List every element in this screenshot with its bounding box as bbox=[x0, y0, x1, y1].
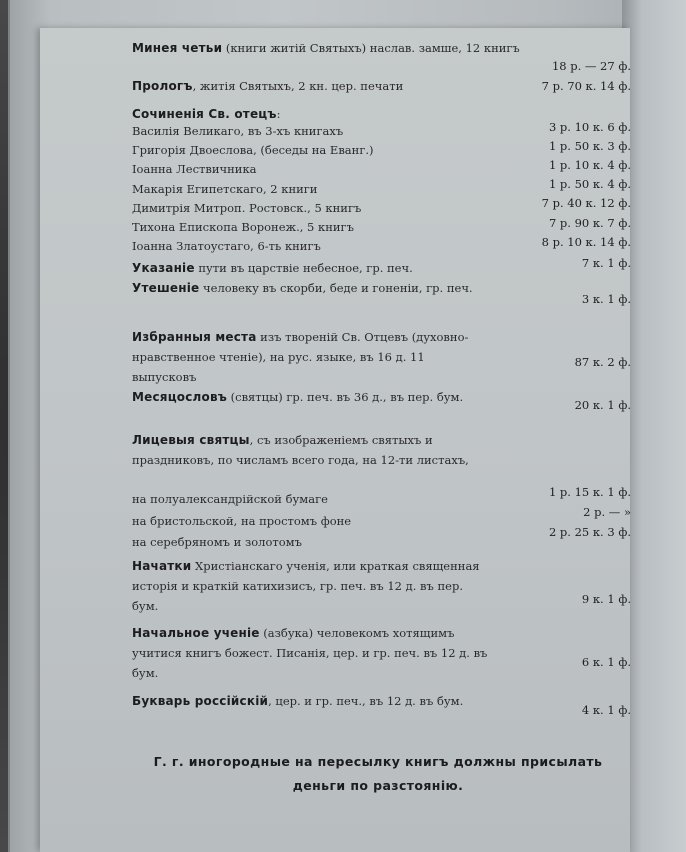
entry-sochineniya: Сочиненія Св. отецъ: bbox=[132, 107, 281, 121]
price-uteshenie: 3 к. 1 ф. bbox=[581, 292, 631, 306]
entry-izbrannye: Избранныя места изъ твореній Св. Отцевъ (духовно-нравственное чтеніе), на рус. языке, въ 16 д. 11 выпусковъ bbox=[132, 330, 469, 384]
entry-bukvar: Букварь россійскій, цер. и гр. печ., въ 12 д. въ бум. bbox=[132, 694, 464, 708]
entry-nachatki: Начатки Христіанскаго ученія, или краткая священная исторія и краткій катихизисъ, гр. печ. въ 12 д. въ пер. бум. bbox=[132, 559, 480, 613]
price-ioann-l: 1 р. 10 к. 4 ф. bbox=[548, 158, 631, 172]
price-prolog: 7 р. 70 к. 14 ф. bbox=[541, 79, 631, 93]
price-makariy: 1 р. 50 к. 4 ф. bbox=[548, 177, 631, 191]
price-nachalnoe: 6 к. 1 ф. bbox=[581, 655, 631, 669]
line-vasiliy: Василія Великаго, въ 3-хъ книгахъ bbox=[132, 124, 344, 138]
entry-prolog: Прологъ, житія Святыхъ, 2 кн. цер. печати bbox=[132, 79, 404, 93]
price-ukazanie: 7 к. 1 ф. bbox=[581, 256, 631, 270]
line-ioann-l: Іоанна Лествичника bbox=[132, 162, 257, 176]
entry-minea: Минея четьи (книги житій Святыхъ) наслав. замше, 12 книгъ bbox=[132, 41, 520, 55]
entry-uteshenie: Утешеніе человеку въ скорби, беде и гоненіи, гр. печ. bbox=[132, 281, 473, 295]
line-dimitriy: Димитрія Митроп. Ростовск., 5 книгъ bbox=[132, 201, 362, 215]
line-tihon: Тихона Епископа Воронеж., 5 книгъ bbox=[132, 220, 354, 234]
price-serebr: 2 р. 25 к. 3 ф. bbox=[548, 525, 631, 539]
price-nachatki: 9 к. 1 ф. bbox=[581, 592, 631, 606]
price-grigoriy: 1 р. 50 к. 3 ф. bbox=[548, 139, 631, 153]
price-polualeks: 1 р. 15 к. 1 ф. bbox=[548, 485, 631, 499]
entry-nachalnoe: Начальное ученіе (азбука) человекомъ хотящимъ учитися книгъ божест. Писанія, цер. и гр. печ. въ 12 д. въ бум. bbox=[132, 626, 488, 680]
price-mesyatseslov: 20 к. 1 ф. bbox=[574, 398, 631, 412]
price-minea: 18 р. — 27 ф. bbox=[551, 59, 631, 73]
line-polualeks: на полуалександрійской бумаге bbox=[132, 492, 328, 506]
price-vasiliy: 3 р. 10 к. 6 ф. bbox=[548, 120, 631, 134]
line-grigoriy: Григорія Двоеслова, (беседы на Еванг.) bbox=[132, 143, 374, 157]
price-dimitriy: 7 р. 40 к. 12 ф. bbox=[541, 196, 631, 210]
catalog-page bbox=[40, 28, 630, 852]
line-bristol: на бристольской, на простомъ фоне bbox=[132, 514, 352, 528]
price-izbrannye: 87 к. 2 ф. bbox=[574, 355, 631, 369]
entry-ukazanie: Указаніе пути въ царствіе небесное, гр. печ. bbox=[132, 261, 413, 275]
price-bukvar: 4 к. 1 ф. bbox=[581, 703, 631, 717]
entry-litsevye: Лицевыя святцы, съ изображеніемъ святыхъ и праздниковъ, по числамъ всего года, на 12-ти листахъ, bbox=[132, 433, 469, 467]
price-tihon: 7 р. 90 к. 7 ф. bbox=[548, 216, 631, 230]
line-serebr: на серебряномъ и золотомъ bbox=[132, 535, 302, 549]
line-zlatoust: Іоанна Златоустаго, 6-ть книгъ bbox=[132, 239, 321, 253]
footer-notice: Г. г. иногородные на пересылку книгъ должны присылать деньги по разстоянію. bbox=[153, 754, 603, 793]
price-bristol: 2 р. — » bbox=[583, 505, 631, 519]
line-makariy: Макарія Египетскаго, 2 книги bbox=[132, 182, 318, 196]
entry-mesyatseslov: Месяцословъ (святцы) гр. печ. въ 36 д., въ пер. бум. bbox=[132, 390, 464, 404]
price-zlatoust: 8 р. 10 к. 14 ф. bbox=[541, 235, 631, 249]
